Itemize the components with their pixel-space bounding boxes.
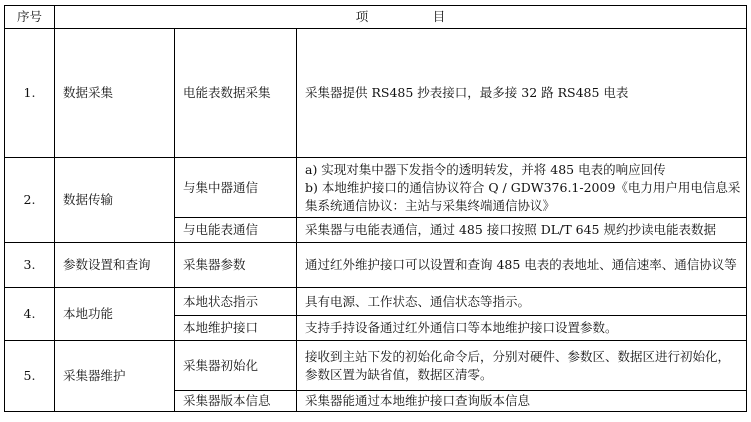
row-subitem: 采集器版本信息 [175,391,297,412]
description-line-a: a) 实现对集中器下发指令的透明转发，并将 485 电表的响应回传 [305,161,666,177]
row-number: 4. [5,288,55,341]
row-category: 本地功能 [55,288,175,341]
header-item: 项 目 [55,6,747,29]
row-description: 采集器与电能表通信，通过 485 接口按照 DL/T 645 规约抄读电能表数据 [297,218,747,243]
row-number: 1. [5,29,55,158]
table-row [5,243,747,288]
table-row [5,158,747,218]
row-number: 5. [5,341,55,412]
header-index: 序号 [5,6,55,29]
row-subitem: 采集器初始化 [175,341,297,391]
description-line-b: b) 本地维护接口的通信协议符合 Q / GDW376.1-2009《电力用户用电信息采集系统通信协议：主站与采集终端通信协议》 [305,179,741,213]
row-category: 采集器维护 [55,341,175,412]
row-category: 参数设置和查询 [55,243,175,288]
row-subitem: 与集中器通信 [175,158,297,218]
row-subitem: 本地状态指示 [175,288,297,316]
row-subitem: 采集器参数 [175,243,297,288]
row-description: 采集器提供 RS485 抄表接口，最多接 32 路 RS485 电表 [297,29,747,158]
row-category: 数据传输 [55,158,175,243]
table-row [5,29,747,158]
row-category: 数据采集 [55,29,175,158]
row-subitem: 与电能表通信 [175,218,297,243]
row-subitem: 本地维护接口 [175,316,297,341]
row-description: 采集器能通过本地维护接口查询版本信息 [297,391,747,412]
table-row [5,288,747,316]
row-number: 3. [5,243,55,288]
row-description: 接收到主站下发的初始化命令后，分别对硬件、参数区、数据区进行初始化，参数区置为缺省值，数据区清零。 [297,341,747,391]
header-row [5,6,747,29]
table-row [5,341,747,391]
row-number: 2. [5,158,55,243]
row-description: 支持手持设备通过红外通信口等本地维护接口设置参数。 [297,316,747,341]
row-description [297,158,747,218]
row-subitem: 电能表数据采集 [175,29,297,158]
row-description: 具有电源、工作状态、通信状态等指示。 [297,288,747,316]
row-description: 通过红外维护接口可以设置和查询 485 电表的表地址、通信速率、通信协议等 [297,243,747,288]
function-table [4,5,747,412]
